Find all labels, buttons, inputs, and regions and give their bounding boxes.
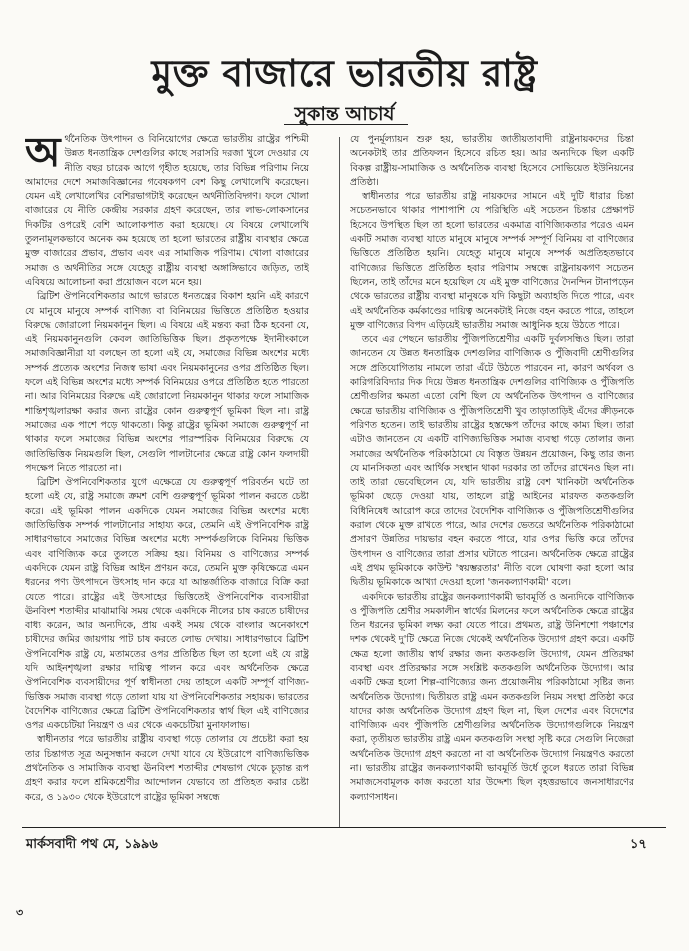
paragraph-5: যে পুনর্মূল্যায়ন শুরু হয়, ভারতীয় জাতীয়তাবাদী রাষ্ট্রনায়কদের চিন্তা অনেকটাই তার প্রতিফলন হিসেবে রচিত হয়। আর অন্যদিকে ছিল একটি বিকল্প রাষ্ট্রীয়-সামাজিক ও অর্থনৈতিক ব্যবস্থা হিসেবে সোভিয়েত ইউনিয়নের প্রতিষ্ঠা। (350, 134, 634, 188)
author-underline (284, 124, 408, 125)
drop-cap: অ (25, 133, 61, 176)
article-title: মুক্ত বাজারে ভারতীয় রাষ্ট্র (151, 51, 538, 95)
column-divider (339, 137, 340, 827)
left-column (25, 133, 309, 823)
paragraph-2: ব্রিটিশ ঔপনিবেশিকতার আগে ভারতে ধনতন্ত্রের বিকাশ হয়নি এই কারণে যে মানুষে মানুষে সম্পর্ক বাণিজ্য বা বিনিময়ের ভিত্তিতে প্রতিষ্ঠিত হওয়ার বিরুদ্ধে জোরালো নিয়মকানুন ছিল। এ বিষয়ে এই মন্তব্য করা ঠিক হবেনা যে, এই নিয়মকানুনগুলি কেবল জাতিভিত্তিক ছিল। প্রকৃতপক্ষে ইদানীংকালে সমাজবিজ্ঞানীরা যা বলছেন তা হলো এই যে, সমাজের বিভিন্ন অংশের মধ্যে সম্পর্ক প্রত্যেক অংশের নিজস্ব ভাষা এবং নিয়মকানুনের ওপর প্রতিষ্ঠিত ছিল। ফলে এই বিভিন্ন অংশের মধ্যে সম্পর্ক বিনিময়ের ওপরে প্রতিষ্ঠিত হতে পারতো না। আর বিনিময়ের বিরুদ্ধে এই জোরালো নিয়মকানুন থাকার ফলে সামাজিক শান্তিশৃঙ্খলারক্ষা করার জন্য রাষ্ট্রের কোন গুরুত্বপূর্ণ ভূমিকা ছিল না। রাষ্ট্র সমাজের এক পাশে পড়ে থাকতো। কিন্তু রাষ্ট্রের ভূমিকা সমাজে গুরুত্বপূর্ণ না থাকার ফলে সমাজের বিভিন্ন অংশের পারস্পরিক বিনিময়ের বিরুদ্ধে যে জাতিভিত্তিক নিয়মগুলি ছিল, সেগুলি পালটানোর ক্ষেত্রে রাষ্ট্র কোন ফলদায়ী পদক্ষেপ নিতে পারতো না। (25, 291, 309, 474)
paragraph-1-text: র্থনৈতিক উৎপাদন ও বিনিয়োগের ক্ষেত্রে ভারতীয় রাষ্ট্রের পশ্চিমী উন্নত ধনতান্ত্রিক দেশগুলির কাছে সরাসরি দরজা খুলে দেওয়ার যে নীতি বছর চারেক আগে গৃহীত হয়েছে, তার বিভিন্ন পরিণাম নিয়ে আমাদের দেশে সমাজবিজ্ঞানের গবেষকগণ বেশ কিছু লেখালেখি করেছেন। যেমন এই লেখালেখির বেশিরভাগটাই করেছেন অর্থনীতিবিদ্গণ। ফলে খোলা বাজারের যে নীতি কেন্দ্রীয় সরকার গ্রহণ করেছেন, তার লাভ-লোকসানের দিকটির ওপরেই বেশি আলোকপাত করা হয়েছে। যে বিষয়ে লেখালেখি তুলনামূলকভাবে অনেক কম হয়েছে তা হলো ভারতের রাষ্ট্রীয় ব্যবস্থার ক্ষেত্রে মুক্ত বাজারের প্রভাব, প্রভাব এবং এর সামাজিক পরিণাম। খোলা বাজারের সমাজ ও অর্থনীতির সঙ্গে যেহেতু রাষ্ট্রীয় ব্যবস্থা অঙ্গাঙ্গিভাবে জড়িত, তাই এবিষয়ে আলোচনা করা প্রয়োজন বলে মনে হয়। (25, 134, 309, 288)
journal-name: মার্কসবাদী পথ মে, ১৯৯৬ (26, 837, 158, 852)
right-column (350, 133, 634, 823)
paragraph-8: একদিকে ভারতীয় রাষ্ট্রের জনকল্যাণকামী ভাবমূর্তি ও অন্যদিকে বাণিজ্যিক ও পুঁজিপতি শ্রেণীর সমকালীন স্বার্থের মিলনের ফলে অর্থনৈতিক ক্ষেত্রে রাষ্ট্রের তিন ধরনের ভূমিকা লক্ষ্য করা যেতে পারে। প্রথমত, রাষ্ট্র উনিশশো পঞ্চাশের দশক থেকেই দু'টি ক্ষেত্রে নিজে থেকেই অর্থনৈতিক উদ্যোগ গ্রহণ করে। একটি ক্ষেত্র হলো জাতীয় স্বার্থ রক্ষার জন্য কতকগুলি উদ্যোগ, যেমন প্রতিরক্ষা ব্যবস্থা এবং প্রতিরক্ষার সঙ্গে সংশ্লিষ্ট কতকগুলি অর্থনৈতিক উদ্যোগ। আর একটি ক্ষেত্র হলো শিল্প-বাণিজ্যের জন্য প্রয়োজনীয় পরিকাঠামো সৃষ্টির জন্য অর্থনৈতিক উদ্যোগ। দ্বিতীয়ত রাষ্ট্র এমন কতকগুলি নিয়ম সংস্থা প্রতিষ্ঠা করে যাদের কাজ অর্থনৈতিক উদ্যোগ গ্রহণ ছিল না, ছিল দেশের এবং বিদেশের বাণিজ্যিক এবং পুঁজিপতি শ্রেণীগুলির অর্থনৈতিক উদ্যোগগুলিকে নিয়ন্ত্রণ করা, তৃতীয়ত ভারতীয় রাষ্ট্র এমন কতকগুলি সংস্থা সৃষ্টি করে সেগুলি নিজেরা অর্থনৈতিক উদ্যোগ গ্রহণ করতো না বা অর্থনৈতিক উদ্যোগ নিয়ন্ত্রণও করতো না। ভারতীয় রাষ্ট্রের জনকল্যাণকামী ভাবমূর্তি উর্ধে তুলে ধরতে তারা বিভিন্ন সমাজসেবামূলক কাজ করতো যার উদ্দেশ্য ছিল বৃহত্তরভাবে জনসাধারণের কল্যাণসাধন। (350, 591, 634, 803)
paragraph-3: ব্রিটিশ ঔপনিবেশিকতার যুগে এক্ষেত্রে যে গুরুত্বপূর্ণ পরিবর্তন ঘটে তা হলো এই যে, রাষ্ট্র সমাজে ক্রমশ বেশি গুরুত্বপূর্ণ ভূমিকা পালন করতে চেষ্টা করে। এই ভূমিকা পালন একদিকে যেমন সমাজের বিভিন্ন অংশের মধ্যে জাতিভিত্তিক সম্পর্ক পালটানোর সাহায্য করে, তেমনি এই ঔপনিবেশিক রাষ্ট্র সাধারণভাবে সমাজের বিভিন্ন অংশের মধ্যে সম্পর্কগুলিকে বিনিময় ভিত্তিক এবং বাণিজ্যিক করে তুলতে সক্রিয় হয়। বিনিময় ও বাণিজ্যের সম্পর্ক একদিকে যেমন রাষ্ট্র বিভিন্ন আইন প্রণয়ন করে, তেমনি মুক্ত কৃষিক্ষেত্রে এমন ধরনের পণ্য উৎপাদনে উৎসাহ দান করে যা আন্তর্জাতিক বাজারে বিক্রি করা যেতে পারে। রাষ্ট্রের এই উৎসাহের ভিত্তিতেই ঔপনিবেশিক ব্যবসায়ীরা ঊনবিংশ শতাব্দীর মাঝামাঝি সময় থেকে একদিকে নীলের চাষ করতে চাষীদের বাধ্য করেন, আর অন্যদিকে, প্রায় একই সময় থেকে বাংলার অনেকাংশে চাষীদের জমির জায়গায় পাট চাষ করতে লোভ দেখায়। সাধারণভাবে ব্রিটিশ ঔপনিবেশিক রাষ্ট্র যে, মতামতের ওপর প্রতিষ্ঠিত ছিল তা হলো এই যে রাষ্ট্র যদি আইনশৃঙ্খলা রক্ষার দায়িত্ব পালন করে এবং অর্থনৈতিক ক্ষেত্রে ঔপনিবেশিক ব্যবসায়ীদের পূর্ণ স্বাধীনতা দেয় তাহলে একটি সম্পূর্ণ বাণিজ্য-ভিত্তিক সমাজ ব্যবস্থা গড়ে তোলা যায় যা ঔপনিবেশিকতার সহায়ক। ভারতের বৈদেশিক বাণিজ্যের ক্ষেত্রে ব্রিটিশ ঔপনিবেশিকতার স্বার্থ ছিল এই বাণিজ্যের ওপর একচেটিয়া নিয়ন্ত্রণ ও এর থেকে একচেটিয়া মুনাফালাভ। (25, 477, 309, 732)
folio-number: ৩ (16, 906, 24, 919)
paragraph-7: তবে এর পেছনে ভারতীয় পুঁজিপতিশ্রেণীর একটি দুর্বলসন্ধিও ছিল। তারা জানতেন যে উন্নত ধনতান্ত্রিক দেশগুলির বাণিজ্যিক ও পুঁজিবাদী শ্রেণীগুলির সঙ্গে প্রতিযোগিতায় নামলে তারা এঁটে উঠতে পারবেন না, কারণ অর্থবল ও কারিগরিবিদ্যার দিক দিয়ে উন্নত ধনতান্ত্রিক দেশগুলির বাণিজ্যিক ও পুঁজিপতি শ্রেণীগুলির ক্ষমতা এতো বেশি ছিল যে অর্থনৈতিক উৎপাদন ও বাণিজ্যের ক্ষেত্রে ভারতীয় বাণিজ্যিক ও পুঁজিপতিশ্রেণী খুব তাড়াতাড়িই এঁদের ক্রীড়নকে পরিণত হতেন। তাই ভারতীয় রাষ্ট্রের হস্তক্ষেপ তাঁদের কাছে কাম্য ছিল। তারা এটাও জানতেন যে একটি বাণিজ্যভিত্তিক সমাজ ব্যবস্থা গড়ে তোলার জন্য সমাজের অর্থনৈতিক পরিকাঠামো যে বিস্তৃত উন্নয়ন প্রয়োজন, কিছু তার জন্য যে মানসিকতা এবং আর্থিক সংস্থান থাকা দরকার তা তাঁদের রাখেনও ছিল না। তাই তারা ভেবেছিলেন যে, যদি ভারতীয় রাষ্ট্র বেশ খানিকটা অর্থনৈতিক ভূমিকা ছেড়ে দেওয়া যায়, তাহলে রাষ্ট্র আইনের মারফত কতকগুলি বিধিনিষেধ আরোপ করে তাদের বৈদেশিক বাণিজ্যিক ও পুঁজিপতিশ্রেণীগুলির করাল থেকে মুক্ত রাখতে পারে, আর দেশের ভেতরে অর্থনৈতিক পরিকাঠামো প্রসারণ উন্নতির দায়ভার বহন করতে পারে, যার ওপর ভিত্তি করে তাঁদের উৎপাদন ও বাণিজ্যের তারা প্রসার ঘটাতে পারেন। অর্থনৈতিক ক্ষেত্রে রাষ্ট্রের এই প্রথম ভূমিকাকে কাউন্ট 'স্বয়ম্ভরতার' নীতি বলে ঘোষণা করা হলো আর দ্বিতীয় ভূমিকাকে আখ্যা দেওয়া হলো 'জনকল্যাণকামী' বলে। (350, 334, 634, 589)
paragraph-6: স্বাধীনতার পরে ভারতীয় রাষ্ট্র নায়কদের সামনে এই দুটি ধারার চিন্তা সচেতনভাবে থাকার পাশাপাশি যে পরিস্থিতি এই সচেতন চিন্তার প্রেক্ষাপট হিসেবে উপস্থিত ছিল তা হলো ভারতের একমাত্র বাণিজ্যিকতার পরেও এমন একটি সমাজ ব্যবস্থা যাতে মানুষে মানুষে সম্পর্ক সম্পূর্ণ বিনিময় বা বাণিজ্যের ভিত্তিতে প্রতিষ্ঠিত হয়নি। যেহেতু মানুষে মানুষে সম্পর্ক অপ্রতিহতভাবে বাণিজ্যের ভিত্তিতে প্রতিষ্ঠিত হবার পরিণাম সম্বন্ধে রাষ্ট্রনায়কগণ সচেতন ছিলেন, তাই তাঁদের মনে হয়েছিল যে এই মুক্ত বাণিজ্যের দৈনন্দিন টানাপড়েন থেকে ভারতের রাষ্ট্রীয় ব্যবস্থা মানুষকে যদি কিছুটা অব্যাহতি দিতে পারে, এবং এই অর্থনৈতিক কর্মকাণ্ডের দায়িত্ব অনেকটাই নিজে বহন করতে পারে, তাহলে মুক্ত বাণিজ্যের বিপদ এড়িয়েই ভারতীয় সমাজ আধুনিক হয়ে উঠতে পারে। (350, 191, 634, 331)
paragraph-4: স্বাধীনতার পরে ভারতীয় রাষ্ট্রীয় ব্যবস্থা গড়ে তোলার যে প্রচেষ্টা করা হয় তার চিন্তাগত সূত্র অনুসন্ধান করলে দেখা যাবে যে ইউরোপে বাণিজ্যভিত্তিক প্রথনৈতিক ও সামাজিক ব্যবস্থা ঊনবিংশ শতাব্দীর শেষভাগ থেকে চূড়ান্ত রূপ গ্রহণ করার ফলে শ্রমিকশ্রেণীর আন্দোলন যেভাবে তা প্রতিহত করার চেষ্টা করে, ও ১৯৩০ থেকে ইউরোপে রাষ্ট্রের ভূমিকা সম্বন্ধে (25, 734, 309, 803)
page-number: ১৭ (630, 837, 647, 852)
paragraph-1 (25, 133, 309, 290)
article-author: সুকান্ত আচার্য (294, 103, 395, 125)
footer-rule (22, 827, 666, 828)
